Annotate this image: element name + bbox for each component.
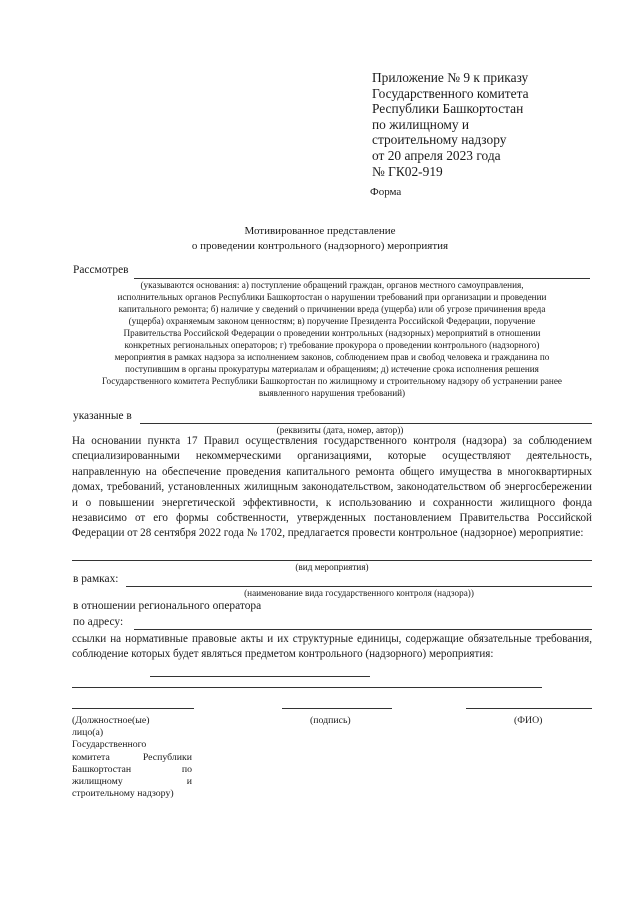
address-label: по адресу:: [73, 616, 124, 628]
header-line: Республики Башкортостан: [372, 101, 524, 117]
specified-label: указанные в: [73, 410, 132, 422]
caption-line: Государственного комитета Республики Башкортостан по жилищному и строительному надзору об устранении ранее: [101, 376, 563, 386]
header-line: Государственного комитета: [372, 85, 529, 101]
official-line[interactable]: [72, 708, 194, 709]
within-label: в рамках:: [73, 573, 119, 585]
specified-caption: (реквизиты (дата, номер, автор)): [276, 425, 404, 435]
caption-line: конкретных региональных операторов; г) требование прокурора о проведении контрольного (надзорного): [124, 340, 540, 350]
form-label: Форма: [370, 186, 402, 198]
header-line: № ГК02-919: [372, 163, 443, 179]
official-line-text: комитета Республики: [72, 751, 192, 763]
official-caption: [72, 715, 192, 800]
caption-line: Правительства Российской Федерации о проведении контрольных (надзорных) мероприятий в отношении: [123, 328, 541, 338]
header-line: Приложение № 9 к приказу: [372, 70, 529, 85]
signature-line[interactable]: [282, 708, 392, 709]
caption-line: исполнительных органов Республики Башкортостан о нарушении требований при организации и проведении: [117, 292, 547, 302]
caption-line: (ущерба) охраняемым законом ценностям; в) поручение Президента Российской Федерации, поручение: [128, 316, 536, 326]
appendix-header: [372, 70, 592, 179]
caption-line: выявленного нарушения требований): [258, 388, 406, 398]
references-field[interactable]: [150, 676, 370, 677]
considered-label: Рассмотрев: [73, 264, 129, 276]
document-title: [0, 224, 640, 254]
official-line-text: Государственного: [72, 739, 147, 751]
official-line-text: Башкортостан по: [72, 763, 192, 775]
references-field-2[interactable]: [72, 687, 542, 688]
official-line-text: строительному надзору): [72, 788, 174, 800]
within-caption: (наименование вида государственного контроля (надзора)): [244, 588, 474, 598]
signature-caption: (подпись): [310, 715, 351, 726]
references-text: ссылки на нормативные правовые акты и их структурные единицы, содержащие обязательные требования, соблюдение которых будет являться предметом контрольного (надзорного) мероприятия:: [72, 633, 592, 661]
considered-caption: [72, 279, 592, 399]
regional-operator-label: в отношении регионального оператора: [73, 600, 262, 612]
header-line: по жилищному и: [372, 116, 470, 132]
event-type-caption: (вид мероприятия): [295, 562, 369, 572]
header-line: строительному надзору: [372, 132, 507, 148]
caption-line: капитального ремонта; б) наличие у сведений о причинении вреда (ущерба) или об угрозе причинения вреда: [118, 304, 546, 314]
caption-line: (указываются основания: а) поступление обращений граждан, органов местного самоуправления,: [140, 280, 524, 290]
official-line-text: жилищному и: [72, 776, 192, 788]
address-field[interactable]: [134, 629, 592, 630]
main-paragraph: На основании пункта 17 Правил осуществления государственного контроля (надзора) за соблюдением специализированными некоммерческими организациями, которые осуществляют деятельность, направленную на обеспечение проведения капитального ремонта общего имущества в многоквартирных домах, требований, установленных жилищным законодательством, законодательством об энергосбережении и о повышении энергетической эффективности, к использованию и сохранности жилищного фонда независимо от его формы собственности, утвержденных постановлением Правительства Российской Федерации от 28 сентября 2022 года № 1702, предлагается провести контрольное (надзорное) мероприятие:: [72, 435, 592, 540]
title-line-2: о проведении контрольного (надзорного) мероприятия: [191, 240, 449, 252]
header-line: от 20 апреля 2023 года: [372, 147, 501, 163]
official-line-text: (Должностное(ые): [72, 715, 150, 726]
fio-line[interactable]: [466, 708, 592, 709]
official-line-text: лицо(а): [72, 727, 104, 739]
caption-line: поступившим в органы прокуратуры материалам и обращениям; д) истечение срока исполнения решения: [125, 364, 539, 374]
title-line-1: Мотивированное представление: [244, 225, 396, 237]
caption-line: мероприятия в рамках надзора за исполнением законов, соблюдением прав и свобод человека и гражданина по: [114, 352, 550, 362]
fio-caption: (ФИО): [514, 715, 543, 726]
